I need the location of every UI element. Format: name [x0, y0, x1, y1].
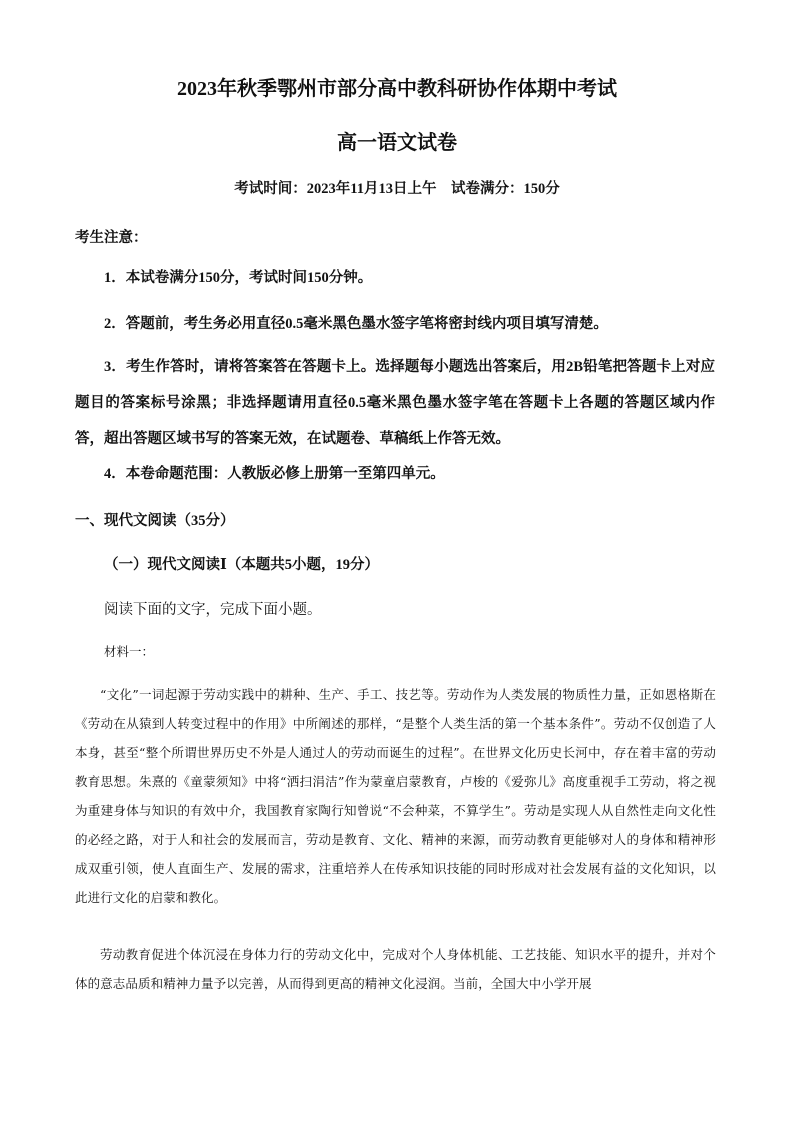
section-subheading: （一）现代文阅读Ⅰ（本题共5小题，19分）	[104, 557, 380, 573]
notice-heading: 考生注意：	[75, 230, 148, 246]
notice-item-3: 3．考生作答时，请将答案答在答题卡上。选择题每小题选出答案后，用2B铅笔把答题卡上对应题目的答案标号涂黑；非选择题请用直径0.5毫米黑色墨水签字笔在答题卡上各题的答题区域内作答，超出答题区域书写的答案无效，在试题卷、草稿纸上作答无效。	[75, 359, 715, 447]
section-heading: 一、现代文阅读（35分）	[75, 513, 235, 529]
material-paragraph-2: 劳动教育促进个体沉浸在身体力行的劳动文化中，完成对个人身体机能、工艺技能、知识水平的提升，并对个体的意志品质和精神力量予以完善，从而得到更高的精神文化浸润。当前，全国大中小学开展	[75, 947, 716, 991]
material-label: 材料一：	[104, 644, 155, 659]
exam-title: 2023年秋季鄂州市部分高中教科研协作体期中考试	[177, 78, 617, 100]
notice-item-4: 4．本卷命题范围：人教版必修上册第一至第四单元。	[104, 466, 445, 482]
exam-subtitle: 高一语文试卷	[337, 132, 457, 154]
notice-item-2: 2．答题前，考生务必用直径0.5毫米黑色墨水签字笔将密封线内项目填写清楚。	[104, 316, 608, 332]
exam-info: 考试时间：2023年11月13日上午 试卷满分：150分	[234, 181, 560, 197]
material-paragraph-1: “文化”一词起源于劳动实践中的耕种、生产、手工、技艺等。劳动作为人类发展的物质性力量，正如恩格斯在《劳动在从猿到人转变过程中的作用》中所阐述的那样，“是整个人类生活的第一个基本条件”。劳动不仅创造了人本身，甚至“整个所谓世界历史不外是人通过人的劳动而诞生的过程”。在世界文化历史长河中，存在着丰富的劳动教育思想。朱熹的《童蒙须知》中将“洒扫涓洁”作为蒙童启蒙教育，卢梭的《爱弥儿》高度重视手工劳动，将之视为重建身体与知识的有效中介，我国教育家陶行知曾说“不会种菜，不算学生”。劳动是实现人从自然性走向文化性的必经之路，对于人和社会的发展而言，劳动是教育、文化、精神的来源，而劳动教育更能够对人的身体和精神形成双重引领，使人直面生产、发展的需求，注重培养人在传承知识技能的同时形成对社会发展有益的文化知识，以此进行文化的启蒙和教化。	[75, 687, 716, 905]
notice-item-1: 1．本试卷满分150分，考试时间150分钟。	[104, 270, 373, 286]
reading-instruction: 阅读下面的文字，完成下面小题。	[104, 602, 322, 618]
